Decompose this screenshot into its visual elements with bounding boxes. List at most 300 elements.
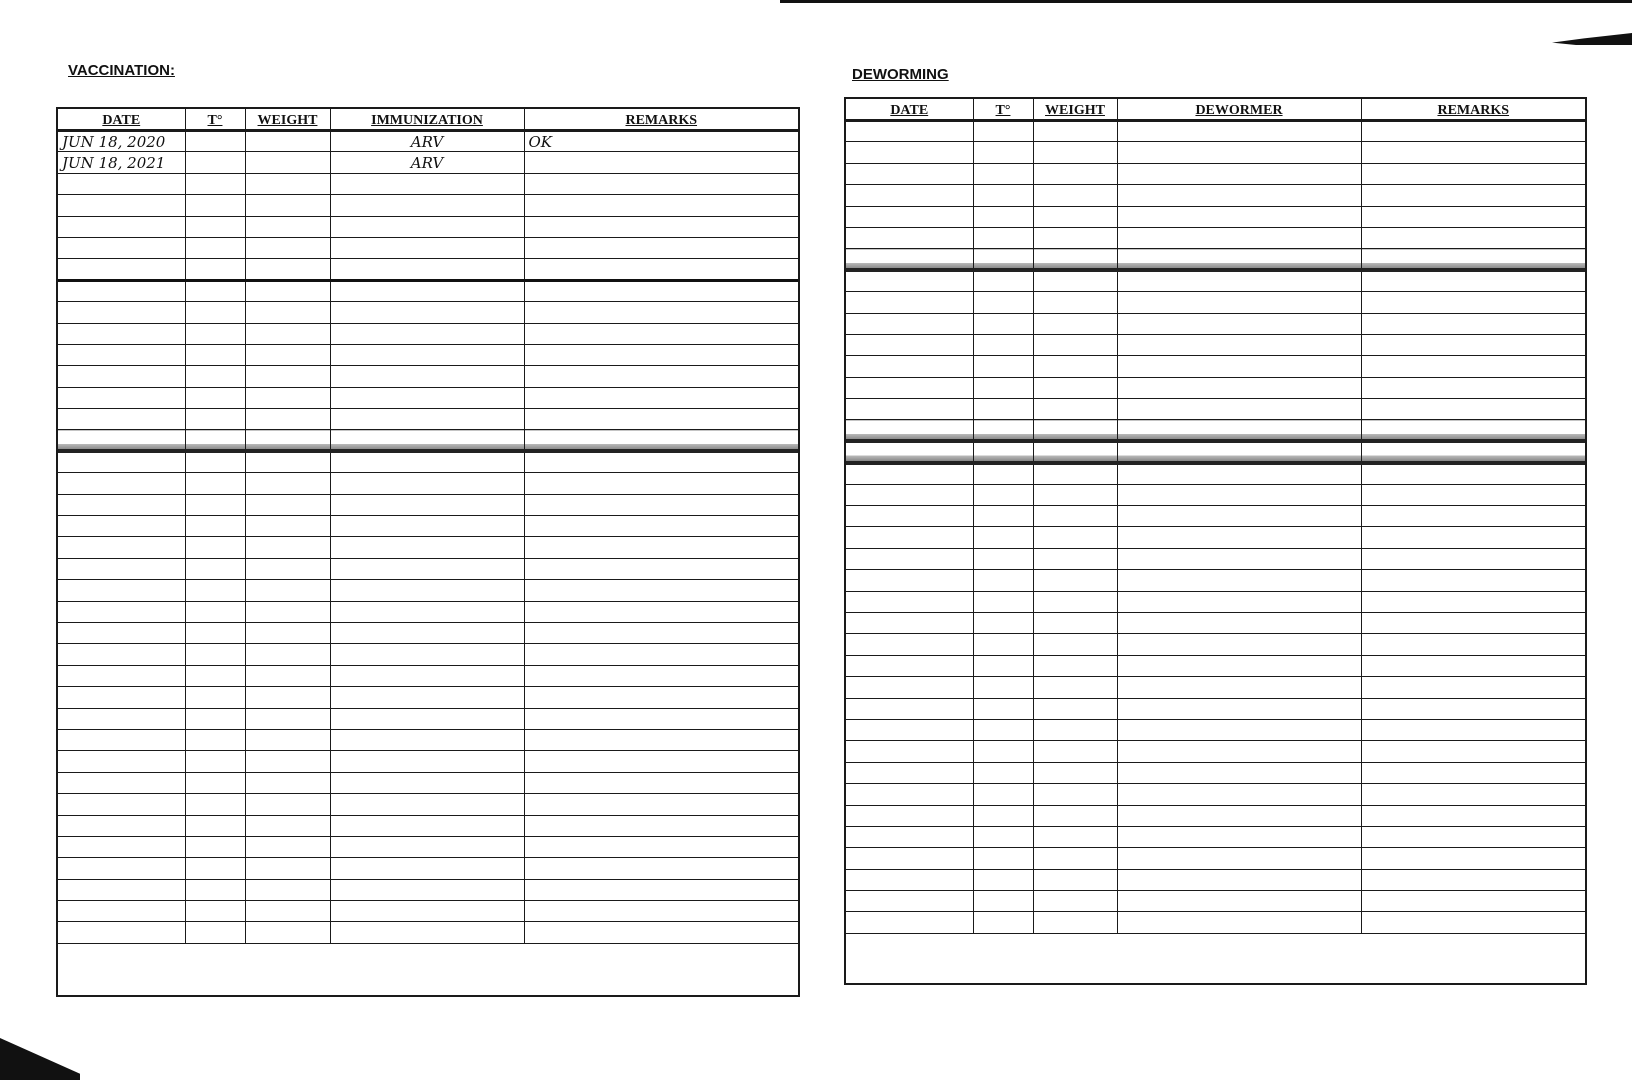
cell-remarks [1361,591,1585,612]
table-row [846,869,1585,890]
table-row [846,249,1585,270]
cell-entry [330,858,524,879]
cell-temperature [973,420,1033,441]
cell-entry [330,473,524,494]
cell-entry [330,665,524,686]
cell-date [58,473,185,494]
cell-temperature [185,280,245,301]
col-header-remarks: REMARKS [524,109,798,131]
cell-weight [245,216,330,237]
cell-remarks [524,366,798,387]
cell-temperature [973,570,1033,591]
table-row [58,622,798,643]
cell-entry [330,173,524,194]
cell-entry [1117,356,1361,377]
col-header-remarks: REMARKS [1361,99,1585,121]
cell-date [846,741,973,762]
table-row [58,473,798,494]
table-row [58,580,798,601]
table-row [58,344,798,365]
cell-entry [330,772,524,793]
table-row [58,259,798,280]
table-row [846,420,1585,441]
cell-date [58,195,185,216]
cell-remarks [524,622,798,643]
cell-weight [245,237,330,258]
table-row [58,729,798,750]
cell-entry [1117,762,1361,783]
table-row [846,912,1585,933]
cell-date [846,826,973,847]
cell-date [846,527,973,548]
cell-weight [1033,249,1117,270]
cell-weight [1033,506,1117,527]
cell-date [846,420,973,441]
cell-date [846,891,973,912]
table-row [58,387,798,408]
cell-weight [1033,121,1117,142]
cell-temperature [185,751,245,772]
cell-date [846,591,973,612]
cell-remarks: OK [524,131,798,152]
cell-weight [1033,185,1117,206]
cell-entry [330,708,524,729]
cell-date [58,772,185,793]
cell-remarks [1361,527,1585,548]
cell-weight [245,644,330,665]
cell-remarks [524,430,798,451]
table-row [846,270,1585,291]
cell-weight [245,323,330,344]
cell-remarks [524,302,798,323]
cell-weight [245,794,330,815]
cell-temperature [973,741,1033,762]
cell-remarks [524,173,798,194]
cell-remarks [524,901,798,922]
cell-weight [1033,719,1117,740]
cell-remarks [524,280,798,301]
table-row [846,377,1585,398]
cell-temperature [185,323,245,344]
table-row [58,558,798,579]
cell-date [58,259,185,280]
cell-date [846,784,973,805]
cell-temperature [973,848,1033,869]
cell-date: JUN 18, 2020 [58,131,185,152]
cell-date [58,558,185,579]
cell-remarks [1361,826,1585,847]
table-row [58,152,798,173]
table-row [846,185,1585,206]
table-row [58,409,798,430]
cell-entry [1117,121,1361,142]
cell-temperature [185,558,245,579]
cell-entry [330,451,524,472]
table-row [58,131,798,152]
table-row [58,687,798,708]
cell-weight [245,152,330,173]
table-row [58,216,798,237]
cell-remarks [524,537,798,558]
cell-remarks [524,152,798,173]
cell-entry [330,580,524,601]
table-row [58,601,798,622]
cell-entry [330,516,524,537]
cell-entry [1117,634,1361,655]
cell-remarks [1361,548,1585,569]
cell-entry [330,922,524,943]
scan-artifact-bottom [0,1038,80,1080]
table-row [846,527,1585,548]
cell-weight [1033,292,1117,313]
table-row [846,741,1585,762]
cell-entry [330,409,524,430]
cell-remarks [524,473,798,494]
cell-remarks [524,708,798,729]
cell-entry [330,195,524,216]
cell-remarks [1361,805,1585,826]
cell-date [58,644,185,665]
cell-date [846,463,973,484]
table-row [846,612,1585,633]
cell-weight [245,131,330,152]
cell-weight [1033,784,1117,805]
cell-entry [1117,163,1361,184]
cell-weight [1033,313,1117,334]
cell-remarks [1361,506,1585,527]
cell-entry [1117,441,1361,462]
cell-temperature [973,698,1033,719]
table-row [846,334,1585,355]
cell-weight [245,708,330,729]
cell-weight [1033,912,1117,933]
cell-date [846,869,973,890]
cell-weight [245,580,330,601]
cell-temperature [973,527,1033,548]
cell-remarks [1361,356,1585,377]
cell-date [58,430,185,451]
table-row [846,292,1585,313]
cell-date [58,387,185,408]
table-row [846,548,1585,569]
cell-temperature [185,794,245,815]
cell-entry [1117,185,1361,206]
cell-weight [1033,142,1117,163]
cell-remarks [524,494,798,515]
table-row [846,356,1585,377]
cell-date [846,805,973,826]
cell-temperature [185,708,245,729]
table-row [846,121,1585,142]
cell-date [58,366,185,387]
cell-remarks [1361,677,1585,698]
cell-date [58,687,185,708]
cell-weight [1033,377,1117,398]
table-row [58,323,798,344]
cell-temperature [185,516,245,537]
vaccination-table [56,107,800,997]
cell-date [58,302,185,323]
cell-remarks [524,387,798,408]
cell-weight [245,259,330,280]
cell-weight [245,751,330,772]
table-row [846,506,1585,527]
cell-date [846,698,973,719]
cell-remarks [1361,206,1585,227]
cell-temperature [973,206,1033,227]
cell-weight [1033,484,1117,505]
cell-temperature [973,784,1033,805]
cell-entry [1117,912,1361,933]
cell-temperature [973,463,1033,484]
cell-date [58,879,185,900]
cell-date [846,270,973,291]
cell-entry [1117,463,1361,484]
cell-temperature [185,858,245,879]
cell-entry [1117,249,1361,270]
cell-entry [1117,719,1361,740]
cell-remarks [1361,655,1585,676]
cell-entry [330,259,524,280]
cell-temperature [185,451,245,472]
cell-entry [1117,677,1361,698]
cell-temperature [185,644,245,665]
cell-remarks [1361,420,1585,441]
cell-weight [1033,655,1117,676]
cell-date [846,548,973,569]
cell-temperature [185,922,245,943]
cell-entry [1117,420,1361,441]
cell-weight [245,409,330,430]
table-row [846,399,1585,420]
cell-entry [1117,655,1361,676]
cell-date [846,441,973,462]
cell-remarks [1361,891,1585,912]
cell-weight [1033,805,1117,826]
table-row [846,570,1585,591]
cell-temperature [973,270,1033,291]
cell-temperature [185,580,245,601]
cell-temperature [185,836,245,857]
cell-weight [1033,677,1117,698]
cell-weight [1033,826,1117,847]
table-row [846,634,1585,655]
cell-weight [1033,334,1117,355]
cell-date: JUN 18, 2021 [58,152,185,173]
cell-temperature [973,506,1033,527]
cell-entry [1117,270,1361,291]
cell-date [58,409,185,430]
table-row [58,173,798,194]
cell-temperature [185,772,245,793]
cell-temperature [973,548,1033,569]
cell-weight [245,516,330,537]
cell-weight [245,922,330,943]
cell-temperature [185,216,245,237]
cell-temperature [185,879,245,900]
cell-temperature [973,334,1033,355]
cell-weight [245,772,330,793]
cell-date [58,537,185,558]
cell-date [58,323,185,344]
table-row [846,142,1585,163]
cell-weight [1033,441,1117,462]
cell-remarks [1361,249,1585,270]
table-row [846,891,1585,912]
table-row [58,516,798,537]
cell-temperature [973,677,1033,698]
cell-weight [1033,548,1117,569]
cell-remarks [1361,121,1585,142]
cell-entry [330,302,524,323]
col-header-temperature: T° [973,99,1033,121]
cell-temperature [185,601,245,622]
table-row [846,484,1585,505]
table-row [58,302,798,323]
cell-temperature [185,430,245,451]
cell-date [846,356,973,377]
cell-weight [245,729,330,750]
cell-temperature [185,494,245,515]
scan-artifact-right [1552,33,1632,45]
cell-temperature [185,537,245,558]
cell-weight [1033,741,1117,762]
cell-entry: ARV [330,131,524,152]
cell-temperature [185,366,245,387]
cell-entry [330,344,524,365]
cell-remarks [1361,163,1585,184]
cell-temperature [973,891,1033,912]
cell-temperature [973,805,1033,826]
cell-entry [1117,377,1361,398]
cell-entry [330,815,524,836]
cell-entry [330,366,524,387]
cell-temperature [973,655,1033,676]
table-row [846,848,1585,869]
cell-weight [245,430,330,451]
cell-entry [1117,484,1361,505]
table-row [58,537,798,558]
cell-date [846,121,973,142]
table-row [846,677,1585,698]
cell-temperature [185,344,245,365]
cell-temperature [185,152,245,173]
cell-remarks [1361,484,1585,505]
cell-entry [330,323,524,344]
table-row [58,922,798,943]
cell-temperature [973,912,1033,933]
cell-date [846,719,973,740]
cell-temperature [973,142,1033,163]
cell-entry [330,387,524,408]
cell-remarks [1361,912,1585,933]
table-row [58,901,798,922]
cell-date [58,280,185,301]
cell-remarks [524,409,798,430]
cell-date [846,399,973,420]
scan-edge-top [780,0,1632,3]
cell-remarks [1361,313,1585,334]
cell-entry [1117,891,1361,912]
cell-entry [1117,570,1361,591]
cell-weight [1033,527,1117,548]
cell-weight [245,836,330,857]
cell-remarks [1361,612,1585,633]
cell-date [58,516,185,537]
cell-date [846,634,973,655]
cell-weight [1033,227,1117,248]
cell-remarks [524,323,798,344]
cell-temperature [973,826,1033,847]
cell-remarks [1361,869,1585,890]
cell-weight [245,558,330,579]
cell-remarks [524,580,798,601]
cell-weight [1033,270,1117,291]
cell-temperature [185,387,245,408]
cell-weight [245,879,330,900]
cell-date [58,622,185,643]
cell-remarks [524,516,798,537]
cell-date [846,484,973,505]
cell-weight [245,451,330,472]
cell-weight [245,302,330,323]
cell-entry [1117,527,1361,548]
cell-entry [330,237,524,258]
cell-date [846,292,973,313]
cell-temperature [185,901,245,922]
table-row [846,463,1585,484]
cell-temperature [973,869,1033,890]
cell-remarks [1361,719,1585,740]
cell-date [58,708,185,729]
cell-entry [1117,805,1361,826]
cell-date [846,377,973,398]
cell-date [846,762,973,783]
cell-date [846,185,973,206]
cell-weight [1033,356,1117,377]
cell-weight [245,537,330,558]
table-row [846,719,1585,740]
cell-remarks [524,794,798,815]
cell-temperature [973,356,1033,377]
cell-remarks [1361,698,1585,719]
cell-weight [1033,848,1117,869]
cell-remarks [1361,334,1585,355]
cell-temperature [973,612,1033,633]
cell-temperature [973,719,1033,740]
cell-remarks [1361,377,1585,398]
table-row [846,227,1585,248]
cell-remarks [1361,741,1585,762]
cell-entry [330,280,524,301]
cell-entry [330,216,524,237]
cell-entry [330,537,524,558]
table-row [58,836,798,857]
cell-remarks [524,815,798,836]
table-row [846,206,1585,227]
cell-weight [245,173,330,194]
cell-entry [1117,848,1361,869]
cell-temperature [185,302,245,323]
cell-date [58,173,185,194]
cell-temperature [185,622,245,643]
table-row [58,708,798,729]
cell-remarks [1361,634,1585,655]
cell-weight [245,280,330,301]
cell-date [846,677,973,698]
cell-date [58,922,185,943]
cell-remarks [1361,762,1585,783]
